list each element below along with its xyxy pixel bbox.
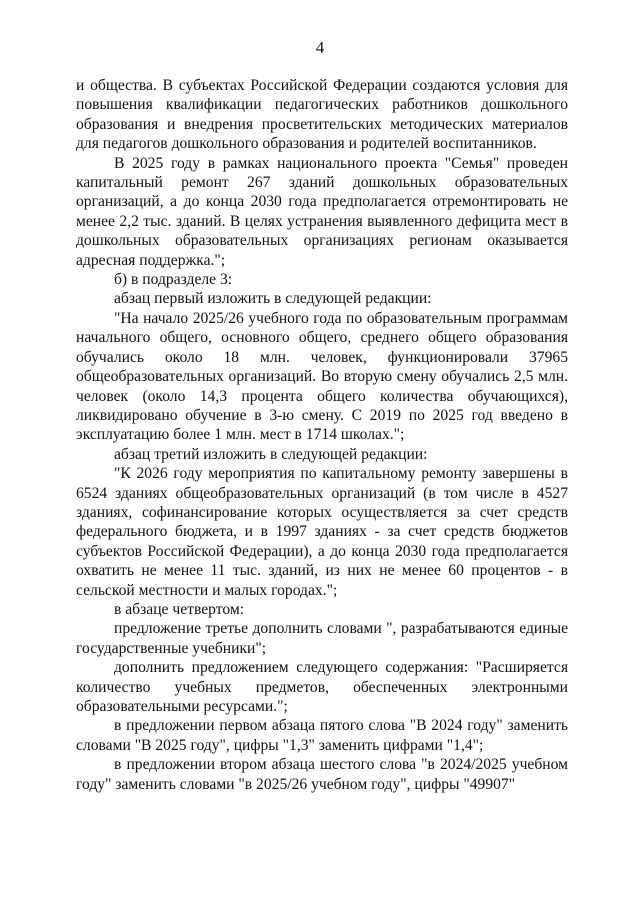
- paragraph-sixth-abzac: в предложении втором абзаца шестого слова "в 2024/2025 учебном году" заменить словами "в 2025/26 учебном году", цифры "49907": [76, 756, 568, 793]
- document-body: [76, 76, 568, 794]
- paragraph-textbooks: предложение третье дополнить словами ", разрабатываются единые государственные учебники";: [76, 620, 568, 657]
- paragraph-fourth-abzac: в абзаце четвертом:: [114, 600, 245, 618]
- paragraph-continuation: и общества. В субъектах Российской Федерации создаются условия для повышения квалификации педагогических работников дошкольного образования и внедрения просветительских методических материалов для педагогов дошкольного образования и родителей воспитанников.: [76, 77, 568, 153]
- paragraph-family-project: В 2025 году в рамках национального проекта "Семья" проведен капитальный ремонт 267 зданий дошкольных образовательных организаций, а до конца 2030 года предполагается отремонтировать не менее 2,2 тыс. зданий. В целях устранения выявленного дефицита мест в дошкольных образовательных организациях регионам оказывается адресная поддержка.";: [76, 154, 568, 269]
- paragraph-first-abzac-instruction: абзац первый изложить в следующей редакции:: [114, 290, 432, 308]
- paragraph-electronic-resources: дополнить предложением следующего содержания: "Расширяется количество учебных предметов, обеспеченных электронными образовательными ресурсами.";: [76, 659, 568, 715]
- paragraph-capital-repair: "К 2026 году мероприятия по капитальному ремонту завершены в 6524 зданиях общеобразовательных организаций (в том числе в 4527 зданиях, софинансирование которых осуществляется за счет средств федерального бюджета, и в 1997 зданиях - за счет средств бюджетов субъектов Российской Федерации), а до конца 2030 года предполагается охватить не менее 11 тыс. зданий, из них не менее 60 процентов - в сельской местности и малых городах.";: [76, 465, 568, 599]
- paragraph-school-year-stats: "На начало 2025/26 учебного года по образовательным программам начального общего, основного общего, среднего общего образования обучались около 18 млн. человек, функционировали 37965 общеобразовательных организаций. Во вторую смену обучались 2,5 млн. человек (около 14,3 процента общего количества обучающихся), ликвидировано обучение в 3-ю смену. С 2019 по 2025 год введено в эксплуатацию более 1 млн. мест в 1714 школах.";: [76, 309, 568, 444]
- paragraph-third-abzac-instruction: абзац третий изложить в следующей редакции:: [114, 445, 428, 463]
- page-number: 4: [315, 38, 325, 57]
- paragraph-subsection-3: б) в подразделе 3:: [114, 271, 233, 289]
- paragraph-fifth-abzac: в предложении первом абзаца пятого слова "В 2024 году" заменить словами "В 2025 году", цифры "1,3" заменить цифрами "1,4";: [76, 717, 568, 754]
